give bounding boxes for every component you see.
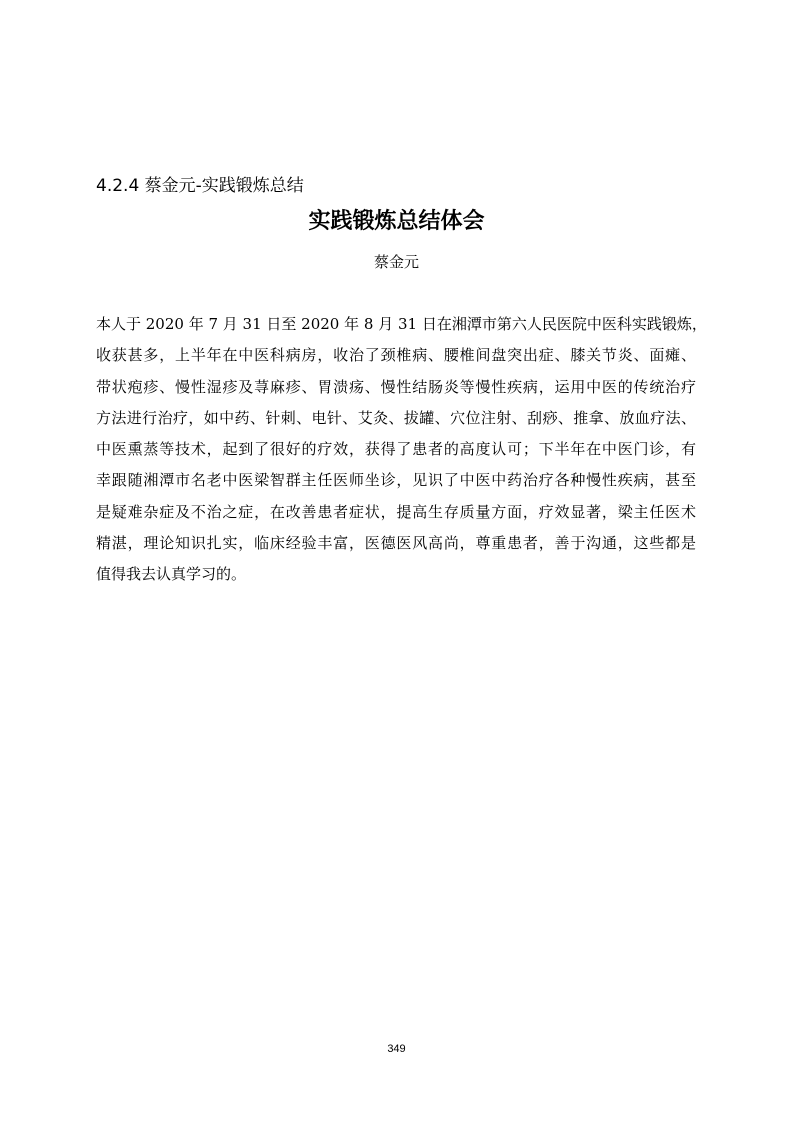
body-line: 值得我去认真学习的。 xyxy=(96,565,247,584)
body-line: 中医熏蒸等技术，起到了很好的疗效，获得了患者的高度认可；下半年在中医门诊，有 xyxy=(96,440,696,459)
body-line: 幸跟随湘潭市名老中医梁智群主任医师坐诊，见识了中医中药治疗各种慢性疾病，甚至 xyxy=(96,471,696,490)
section-heading: 4.2.4 蔡金元-实践锻炼总结 xyxy=(96,176,304,196)
document-author: 蔡金元 xyxy=(373,253,419,271)
body-paragraph xyxy=(96,313,707,595)
body-line: 收获甚多，上半年在中医科病房，收治了颈椎病、腰椎间盘突出症、膝关节炎、面瘫、 xyxy=(96,346,696,365)
body-line: 带状疱疹、慢性湿疹及荨麻疹、胃溃疡、慢性结肠炎等慢性疾病，运用中医的传统治疗 xyxy=(96,377,696,396)
body-line: 精湛，理论知识扎实，临床经验丰富，医德医风高尚，尊重患者，善于沟通，这些都是 xyxy=(96,534,696,553)
page-number: 349 xyxy=(387,1043,406,1055)
body-line: 本人于 2020 年 7 月 31 日至 2020 年 8 月 31 日在湘潭市第六人民医院中医科实践锻炼， xyxy=(96,315,707,333)
document-title: 实践锻炼总结体会 xyxy=(308,209,485,234)
body-line: 方法进行治疗，如中药、针刺、电针、艾灸、拔罐、穴位注射、刮痧、推拿、放血疗法、 xyxy=(96,408,696,427)
body-line: 是疑难杂症及不治之症，在改善患者症状，提高生存质量方面，疗效显著，梁主任医术 xyxy=(96,502,696,521)
